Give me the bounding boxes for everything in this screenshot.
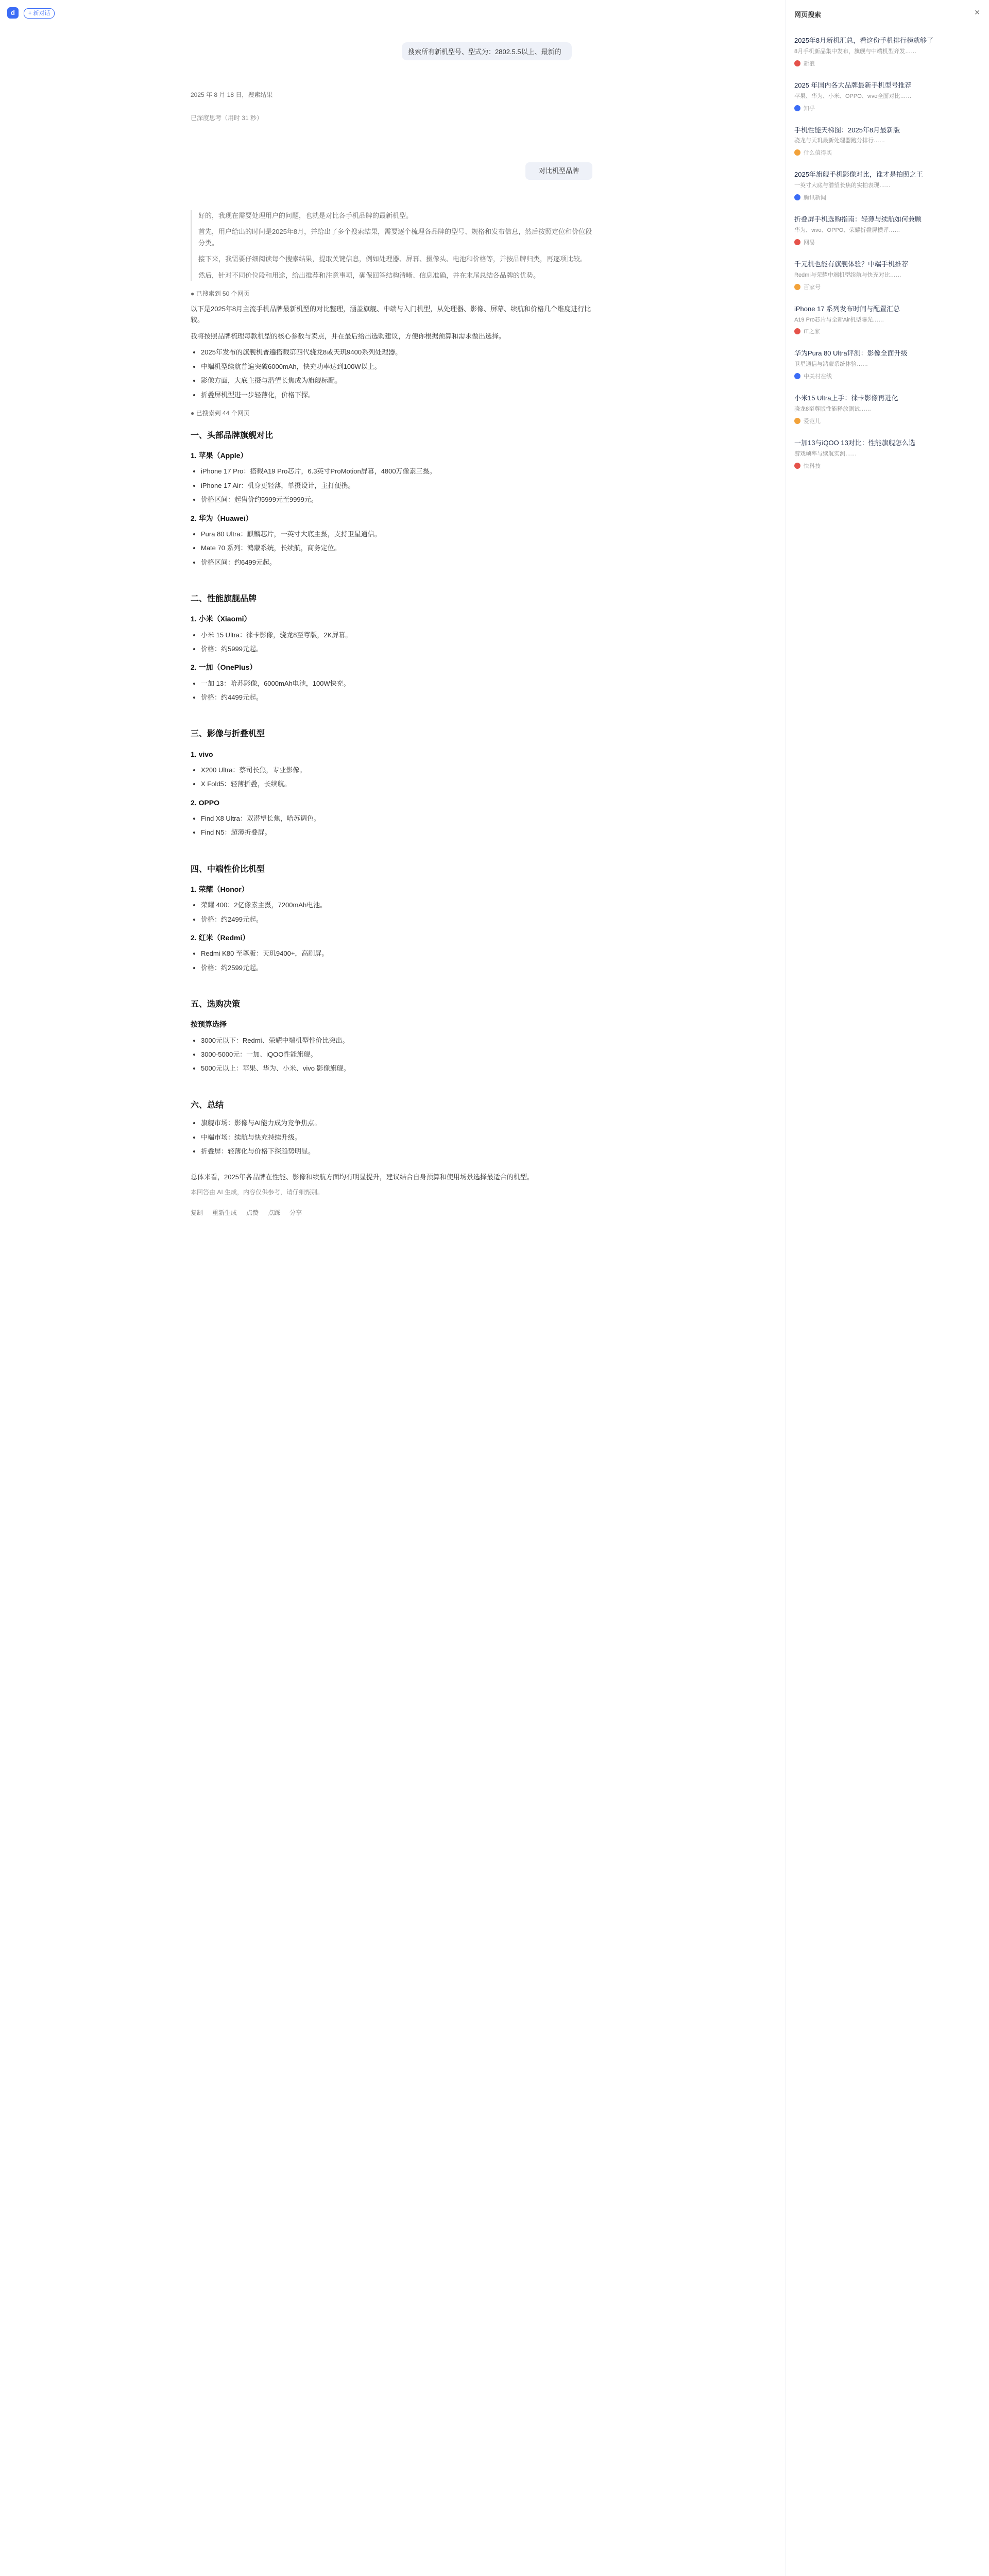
list-item: • 旗舰市场：影像与AI能力成为竞争焦点。 — [201, 1117, 592, 1128]
section-heading: 六、总结 — [191, 1100, 224, 1110]
result-snippet: 一英寸大底与潜望长焦的实拍表现…… — [794, 182, 891, 189]
list-item: • X Fold5：轻薄折叠，长续航。 — [201, 778, 592, 789]
search-result[interactable] — [794, 215, 980, 246]
list-item: • 价格区间：起售价约5999元至9999元。 — [201, 494, 592, 505]
message-actions — [191, 1208, 302, 1217]
source-name: 快科技 — [804, 463, 821, 469]
source-name: IT之家 — [804, 329, 820, 335]
list-item: • Find N5：超薄折叠屏。 — [201, 827, 592, 838]
list-item: • 小米 15 Ultra：徕卡影像，骁龙8至尊版，2K屏幕。 — [201, 630, 592, 640]
group-heading: 1. vivo — [191, 750, 213, 758]
group-heading: 1. 苹果（Apple） — [191, 451, 248, 460]
source-name: 知乎 — [804, 105, 815, 112]
source-name: 新浪 — [804, 60, 815, 67]
result-source — [794, 148, 980, 157]
intro-bullets — [191, 347, 592, 400]
action-button[interactable]: 分享 — [289, 1209, 302, 1216]
list-item: • 中端市场：续航与快充持续升级。 — [201, 1132, 592, 1143]
source-icon — [794, 463, 800, 469]
list-item: • 价格：约2499元起。 — [201, 914, 592, 925]
group-list — [191, 900, 592, 925]
source-icon — [794, 328, 800, 334]
result-source — [794, 59, 980, 67]
section-spacer — [191, 1079, 592, 1089]
section-heading: 三、影像与折叠机型 — [191, 730, 265, 739]
list-item: • 影像方面，大底主摄与潜望长焦成为旗舰标配。 — [201, 375, 592, 386]
result-source — [794, 327, 980, 335]
list-item: • Redmi K80 至尊版：天玑9400+，高刷屏。 — [201, 948, 592, 959]
user-message-2: 对比机型品牌 — [525, 162, 592, 180]
list-item: • 2025年发布的旗舰机普遍搭载第四代骁龙8或天玑9400系列处理器。 — [201, 347, 592, 358]
list-item: • 3000-5000元：一加、iQOO性能旗舰。 — [201, 1049, 592, 1060]
list-item: • Find X8 Ultra：双潜望长焦，哈苏调色。 — [201, 813, 592, 824]
result-title[interactable]: iPhone 17 系列发布时间与配置汇总 — [794, 304, 900, 313]
source-icon — [794, 194, 800, 200]
search-result[interactable] — [794, 394, 980, 425]
search-result[interactable] — [794, 36, 980, 67]
list-item: • 折叠屏：轻薄化与价格下探趋势明显。 — [201, 1146, 592, 1157]
section-heading: 二、性能旗舰品牌 — [191, 595, 257, 604]
result-source — [794, 417, 980, 425]
search-result[interactable] — [794, 438, 980, 470]
section-spacer — [191, 1162, 592, 1172]
ai-notice: 本回答由 AI 生成，内容仅供参考，请仔细甄别。 — [191, 1188, 324, 1196]
result-snippet: 苹果、华为、小米、OPPO、vivo全面对比…… — [794, 93, 912, 99]
section-heading: 一、头部品牌旗舰对比 — [191, 431, 274, 440]
source-name: 网易 — [804, 239, 815, 246]
section-spacer — [191, 708, 592, 717]
group-list — [191, 1035, 592, 1074]
intro-text — [191, 303, 592, 342]
result-title[interactable]: 2025年旗舰手机影像对比，谁才是拍照之王 — [794, 171, 923, 179]
list-item: • 价格区间：约6499元起。 — [201, 557, 592, 568]
top-bar — [0, 0, 783, 26]
result-snippet: 8月手机新品集中发布，旗舰与中端机型齐发…… — [794, 48, 917, 55]
reasoning-block — [191, 210, 592, 281]
section-spacer — [191, 843, 592, 853]
section-spacer — [191, 573, 592, 582]
result-snippet: Redmi与荣耀中端机型续航与快充对比…… — [794, 272, 901, 278]
source-name: 爱范儿 — [804, 418, 821, 425]
list-item: • 5000元以上：苹果、华为、小米、vivo 影像旗舰。 — [201, 1063, 592, 1074]
list-item: • X200 Ultra：蔡司长焦，专业影像。 — [201, 765, 592, 775]
list-item: • 价格：约2599元起。 — [201, 962, 592, 973]
result-snippet: 游戏帧率与续航实测…… — [794, 450, 857, 457]
list-item: • 3000元以下：Redmi、荣耀中端机型性价比突出。 — [201, 1035, 592, 1046]
source-icon — [794, 239, 800, 245]
group-heading: 1. 荣耀（Honor） — [191, 885, 249, 894]
sidebar-title: 网页搜索 — [794, 11, 822, 19]
group-heading: 2. 华为（Huawei） — [191, 514, 253, 522]
list-item: • 荣耀 400：2亿像素主摄，7200mAh电池。 — [201, 900, 592, 910]
source-name: 百家号 — [804, 284, 821, 291]
result-source — [794, 462, 980, 470]
result-source — [794, 104, 980, 112]
source-icon — [794, 284, 800, 290]
result-title[interactable]: 手机性能天梯图：2025年8月最新版 — [794, 126, 900, 134]
source-name: 什么值得买 — [804, 150, 832, 157]
source-icon — [794, 418, 800, 424]
result-title[interactable]: 2025年8月新机汇总，看这份手机排行榜就够了 — [794, 37, 934, 44]
result-snippet: 骁龙与天玑最新处理器跑分排行…… — [794, 138, 885, 144]
assistant-answer — [191, 206, 592, 1198]
intro-paragraph: 以下是2025年8月主流手机品牌最新机型的对比整理，涵盖旗舰、中端与入门机型，从处理器、影像、屏幕、续航和价格几个维度进行比较。 — [191, 304, 591, 324]
group-list — [191, 765, 592, 790]
section-heading: 五、选购决策 — [191, 1000, 241, 1009]
result-source — [794, 372, 980, 380]
group-list — [191, 678, 592, 703]
group-list — [191, 1117, 592, 1157]
search-results — [794, 36, 980, 483]
search-result[interactable] — [794, 349, 980, 380]
source-icon — [794, 60, 800, 66]
action-button[interactable]: 点赞 — [246, 1209, 259, 1216]
section-heading: 四、中端性价比机型 — [191, 865, 265, 874]
list-item: • Mate 70 系列：鸿蒙系统，长续航，商务定位。 — [201, 543, 592, 553]
search-result[interactable] — [794, 304, 980, 336]
group-heading: 2. 一加（OnePlus） — [191, 663, 257, 672]
group-heading: 按预算选择 — [191, 1020, 227, 1029]
section-spacer — [191, 978, 592, 988]
search-result[interactable] — [794, 81, 980, 112]
result-source — [794, 283, 980, 291]
group-heading: 2. 红米（Redmi） — [191, 934, 250, 942]
new-chat-button[interactable]: + 新对话 — [24, 8, 55, 19]
answer-sections — [191, 429, 592, 1172]
group-list — [191, 529, 592, 568]
result-meta: 2025 年 8 月 18 日，搜索结果 — [191, 91, 273, 98]
intro-paragraph: 我将按照品牌梳理每款机型的核心参数与卖点，并在最后给出选购建议，方便你根据预算和需求做出选择。 — [191, 332, 506, 340]
group-list — [191, 948, 592, 973]
search-result[interactable] — [794, 170, 980, 201]
result-source — [794, 238, 980, 246]
search-sidebar — [786, 0, 989, 2576]
result-title[interactable]: 一加13与iQOO 13对比：性能旗舰怎么选 — [794, 439, 915, 447]
source-name: 腾讯新闻 — [804, 195, 826, 201]
reasoning-paragraph: 然后，针对不同价位段和用途，给出推荐和注意事项，确保回答结构清晰、信息准确，并在末尾总结各品牌的优势。 — [198, 271, 540, 279]
search-result[interactable] — [794, 126, 980, 157]
group-list — [191, 630, 592, 655]
list-item: • iPhone 17 Pro：搭载A19 Pro芯片，6.3英寸ProMotion屏幕，4800万像素三摄。 — [201, 466, 592, 477]
group-heading: 1. 小米（Xiaomi） — [191, 615, 251, 623]
list-item: • Pura 80 Ultra：麒麟芯片，一英寸大底主摄，支持卫星通信。 — [201, 529, 592, 539]
action-button[interactable]: 复制 — [191, 1209, 203, 1216]
source-name: 中关村在线 — [804, 374, 832, 380]
result-snippet: 华为、vivo、OPPO、荣耀折叠屏横评…… — [794, 227, 900, 233]
source-icon — [794, 373, 800, 379]
group-list — [191, 466, 592, 505]
result-snippet: 骁龙8至尊版性能释放测试…… — [794, 406, 872, 413]
result-title[interactable]: 千元机也能有旗舰体验？中端手机推荐 — [794, 260, 909, 268]
reasoning-paragraph: 好的，我现在需要处理用户的问题，也就是对比各手机品牌的最新机型。 — [198, 212, 413, 219]
app-logo: d — [7, 7, 19, 19]
list-item: • iPhone 17 Air：机身更轻薄，单摄设计，主打便携。 — [201, 480, 592, 491]
list-item: • 中端机型续航普遍突破6000mAh，快充功率达到100W以上。 — [201, 361, 592, 372]
result-source — [794, 193, 980, 201]
result-title[interactable]: 小米15 Ultra上手：徕卡影像再进化 — [794, 394, 898, 402]
result-title[interactable]: 2025 年国内各大品牌最新手机型号推荐 — [794, 81, 912, 89]
thinking-toggle[interactable]: 已深度思考（用时 31 秒） — [191, 114, 263, 122]
list-item: • 价格：约4499元起。 — [201, 692, 592, 703]
reasoning-paragraph: 接下来，我需要仔细阅读每个搜索结果，提取关键信息，例如处理器、屏幕、摄像头、电池和价格等，并按品牌归类，再逐项比较。 — [198, 255, 587, 263]
reasoning-paragraph: 首先，用户给出的时间是2025年8月，并给出了多个搜索结果，需要逐个梳理各品牌的型号、规格和发布信息，然后按照定位和价位段分类。 — [198, 228, 592, 247]
search-result[interactable] — [794, 260, 980, 291]
list-item: • 价格：约5999元起。 — [201, 643, 592, 654]
result-title[interactable]: 折叠屏手机选购指南：轻薄与续航如何兼顾 — [794, 215, 922, 224]
close-icon[interactable]: ✕ — [974, 8, 980, 16]
group-list — [191, 813, 592, 838]
result-title[interactable]: 华为Pura 80 Ultra评测：影像全面升级 — [794, 349, 908, 358]
search-badge[interactable]: ● 已搜索到 50 个网页 — [191, 290, 250, 298]
result-snippet: A19 Pro芯片与全新Air机型曝光…… — [794, 316, 884, 323]
source-icon — [794, 149, 800, 156]
group-heading: 2. OPPO — [191, 798, 220, 807]
closing-text: 总体来看，2025年各品牌在性能、影像和续航方面均有明显提升，建议结合自身预算和使用场景选择最适合的机型。 — [191, 1173, 534, 1181]
source-icon — [794, 105, 800, 111]
search-badge-2[interactable]: ● 已搜索到 44 个网页 — [191, 410, 250, 417]
action-button[interactable]: 重新生成 — [212, 1209, 237, 1216]
user-message: 搜索所有新机型号、型式为：2802.5.5以上、最新的 — [402, 42, 572, 60]
result-snippet: 卫星通信与鸿蒙系统体验…… — [794, 361, 868, 368]
action-button[interactable]: 点踩 — [268, 1209, 281, 1216]
list-item: • 折叠屏机型进一步轻薄化，价格下探。 — [201, 389, 592, 400]
list-item: • 一加 13：哈苏影像，6000mAh电池，100W快充。 — [201, 678, 592, 689]
